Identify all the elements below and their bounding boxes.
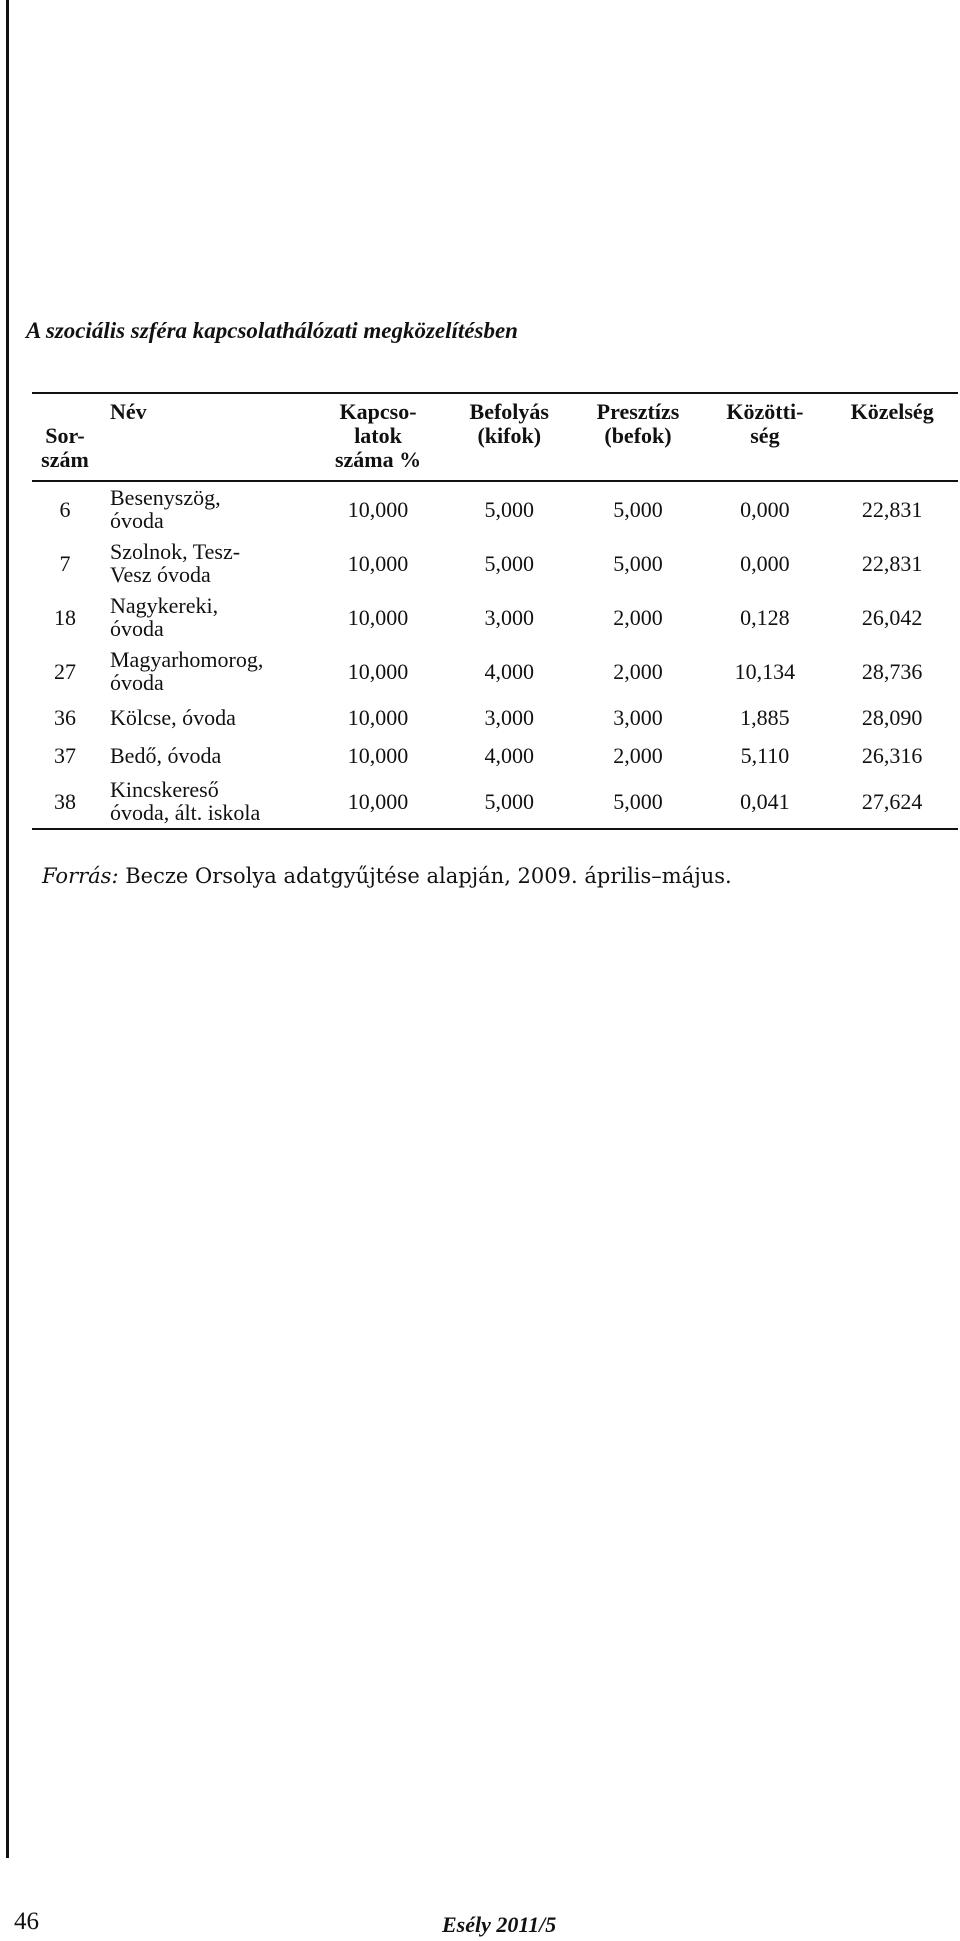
running-head: A szociális szféra kapcsolathálózati megközelítésben [26, 318, 518, 343]
cell-closeness: 22,831 [861, 496, 923, 522]
cell-id: 7 [59, 550, 71, 576]
cell-betweenness: 0,000 [740, 496, 790, 522]
journal-name: Esély 2011/5 [442, 1912, 557, 1937]
cell-closeness: 28,736 [861, 658, 923, 684]
cell-influence: 5,000 [484, 550, 535, 576]
cell-closeness: 22,831 [861, 550, 923, 576]
source-text: Becze Orsolya adatgyűjtése alapján, 2009. április–május. [125, 864, 732, 888]
page-number: 46 [14, 1908, 39, 1935]
cell-influence: 3,000 [484, 704, 535, 730]
cell-name: Kincskereső óvoda, ált. iskola [110, 777, 261, 825]
header-kapcsolatok: Kapcso- latok száma % [334, 399, 422, 472]
cell-connections: 10,000 [347, 742, 409, 768]
cell-id: 36 [54, 704, 76, 730]
header-befolyas: Befolyás (kifok) [469, 399, 549, 448]
table-row [32, 698, 958, 736]
cell-betweenness: 0,128 [740, 604, 790, 630]
cell-connections: 10,000 [347, 658, 409, 684]
margin-rule [6, 0, 9, 1858]
header-kozottiseg: Közötti- ség [726, 399, 804, 448]
cell-influence: 5,000 [484, 496, 535, 522]
cell-betweenness: 0,000 [740, 550, 790, 576]
header-nev: Név [110, 399, 147, 424]
table-row [32, 536, 958, 590]
cell-betweenness: 10,134 [734, 658, 796, 684]
cell-name: Szolnok, Tesz- Vesz óvoda [110, 539, 241, 587]
cell-betweenness: 5,110 [740, 742, 790, 768]
cell-name: Bedő, óvoda [110, 742, 222, 768]
table-header-row [32, 393, 958, 481]
table-row [32, 481, 958, 536]
source-note [42, 864, 732, 888]
cell-influence: 3,000 [484, 604, 535, 630]
cell-id: 27 [54, 658, 76, 684]
cell-prestige: 5,000 [613, 496, 663, 522]
table-row [32, 736, 958, 774]
cell-prestige: 3,000 [613, 704, 663, 730]
header-presztizs: Presztízs (befok) [596, 399, 680, 448]
cell-influence: 5,000 [484, 788, 535, 814]
cell-prestige: 2,000 [613, 742, 663, 768]
cell-name: Magyarhomorog, óvoda [110, 647, 264, 695]
cell-connections: 10,000 [347, 604, 409, 630]
cell-connections: 10,000 [347, 496, 409, 522]
table-row [32, 644, 958, 698]
cell-closeness: 28,090 [861, 704, 923, 730]
cell-influence: 4,000 [484, 658, 535, 684]
cell-closeness: 27,624 [861, 788, 923, 814]
cell-prestige: 5,000 [613, 788, 663, 814]
cell-connections: 10,000 [347, 550, 409, 576]
cell-name: Besenyszög, óvoda [110, 485, 221, 533]
header-kozelseg: Közelség [850, 399, 934, 424]
source-label: Forrás: [42, 864, 119, 888]
cell-connections: 10,000 [347, 704, 409, 730]
cell-connections: 10,000 [347, 788, 409, 814]
data-table [32, 392, 958, 830]
header-sorszam: Sor- szám [41, 423, 89, 472]
cell-id: 18 [54, 604, 76, 630]
cell-id: 37 [54, 742, 76, 768]
cell-influence: 4,000 [484, 742, 535, 768]
cell-prestige: 2,000 [613, 604, 663, 630]
cell-betweenness: 0,041 [740, 788, 790, 814]
cell-id: 6 [59, 496, 71, 522]
table-row [32, 590, 958, 644]
cell-id: 38 [54, 788, 76, 814]
cell-prestige: 5,000 [613, 550, 663, 576]
cell-closeness: 26,316 [861, 742, 923, 768]
cell-betweenness: 1,885 [740, 704, 790, 730]
cell-name: Nagykereki, óvoda [110, 593, 219, 641]
cell-name: Kölcse, óvoda [110, 704, 236, 730]
cell-closeness: 26,042 [861, 604, 923, 630]
cell-prestige: 2,000 [613, 658, 663, 684]
table-row [32, 774, 958, 829]
